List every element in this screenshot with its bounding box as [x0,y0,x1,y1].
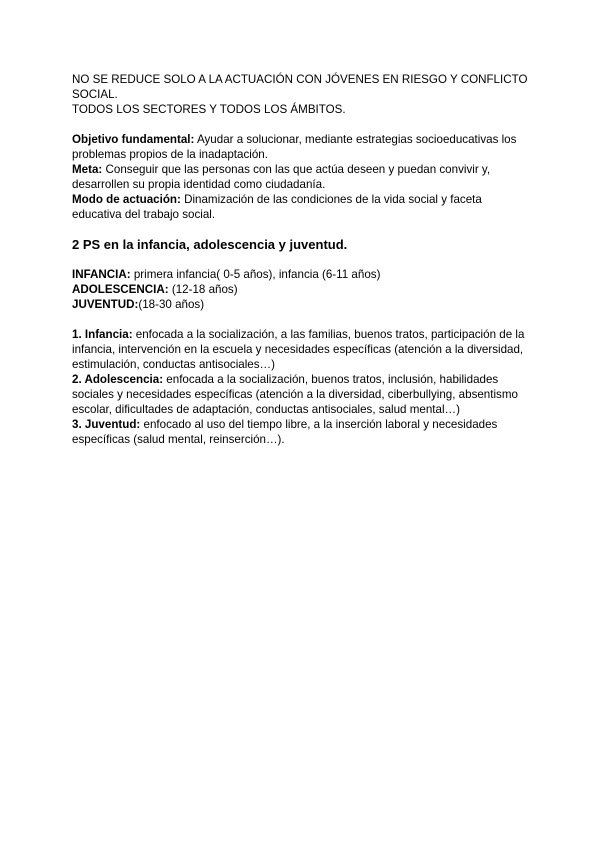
definition-text: Ayudar a solucionar, mediante estrategias socioeducativas los problemas propios de la inadaptación. [72,133,517,161]
stage-label: ADOLESCENCIA: [72,283,169,296]
intro-line-2: TODOS LOS SECTORES Y TODOS LOS ÁMBITOS. [72,103,346,116]
definition-objetivo [72,132,532,162]
stage-infancia [72,267,532,282]
item-label: 1. Infancia: [72,328,133,341]
stage-text: (18-30 años) [138,298,205,311]
stage-text: primera infancia( 0-5 años), infancia (6-11 años) [130,268,381,281]
stage-juventud [72,297,532,312]
stage-adolescencia [72,282,532,297]
item-label: 2. Adolescencia: [72,373,164,386]
definition-label: Objetivo fundamental: [72,133,195,146]
section-title: 2 PS en la infancia, adolescencia y juventud. [72,237,348,252]
document-page [72,72,532,447]
stage-label: INFANCIA: [72,268,131,281]
item-text: enfocado al uso del tiempo libre, a la inserción laboral y necesidades específicas (salud mental, reinserción…). [72,418,498,446]
item-text: enfocada a la socialización, a las familias, buenos tratos, participación de la infancia, intervención en la escuela y necesidades específicas (atención a la diversidad, estimulación, conductas antisociales…) [72,328,525,371]
stage-label: JUVENTUD: [72,298,139,311]
definition-label: Modo de actuación: [72,193,181,206]
definition-modo [72,192,532,222]
definition-text: Conseguir que las personas con las que actúa deseen y puedan convivir y, desarrollen su propia identidad como ciudadanía. [72,163,491,191]
item-infancia [72,327,532,372]
item-adolescencia [72,372,532,417]
definition-text: Dinamización de las condiciones de la vida social y faceta educativa del trabajo social. [72,193,482,221]
item-text: enfocada a la socialización, buenos tratos, inclusión, habilidades sociales y necesidades específicas (atención a la diversidad, ciberbullying, absentismo escolar, dificultades de adaptación, conductas antisociales, salud mental…) [72,373,518,416]
stage-text: (12-18 años) [168,283,238,296]
intro-line-1: NO SE REDUCE SOLO A LA ACTUACIÓN CON JÓVENES EN RIESGO Y CONFLICTO SOCIAL. [72,73,528,101]
item-label: 3. Juventud: [72,418,141,431]
item-juventud [72,417,532,447]
definition-label: Meta: [72,163,103,176]
definition-meta [72,162,532,192]
